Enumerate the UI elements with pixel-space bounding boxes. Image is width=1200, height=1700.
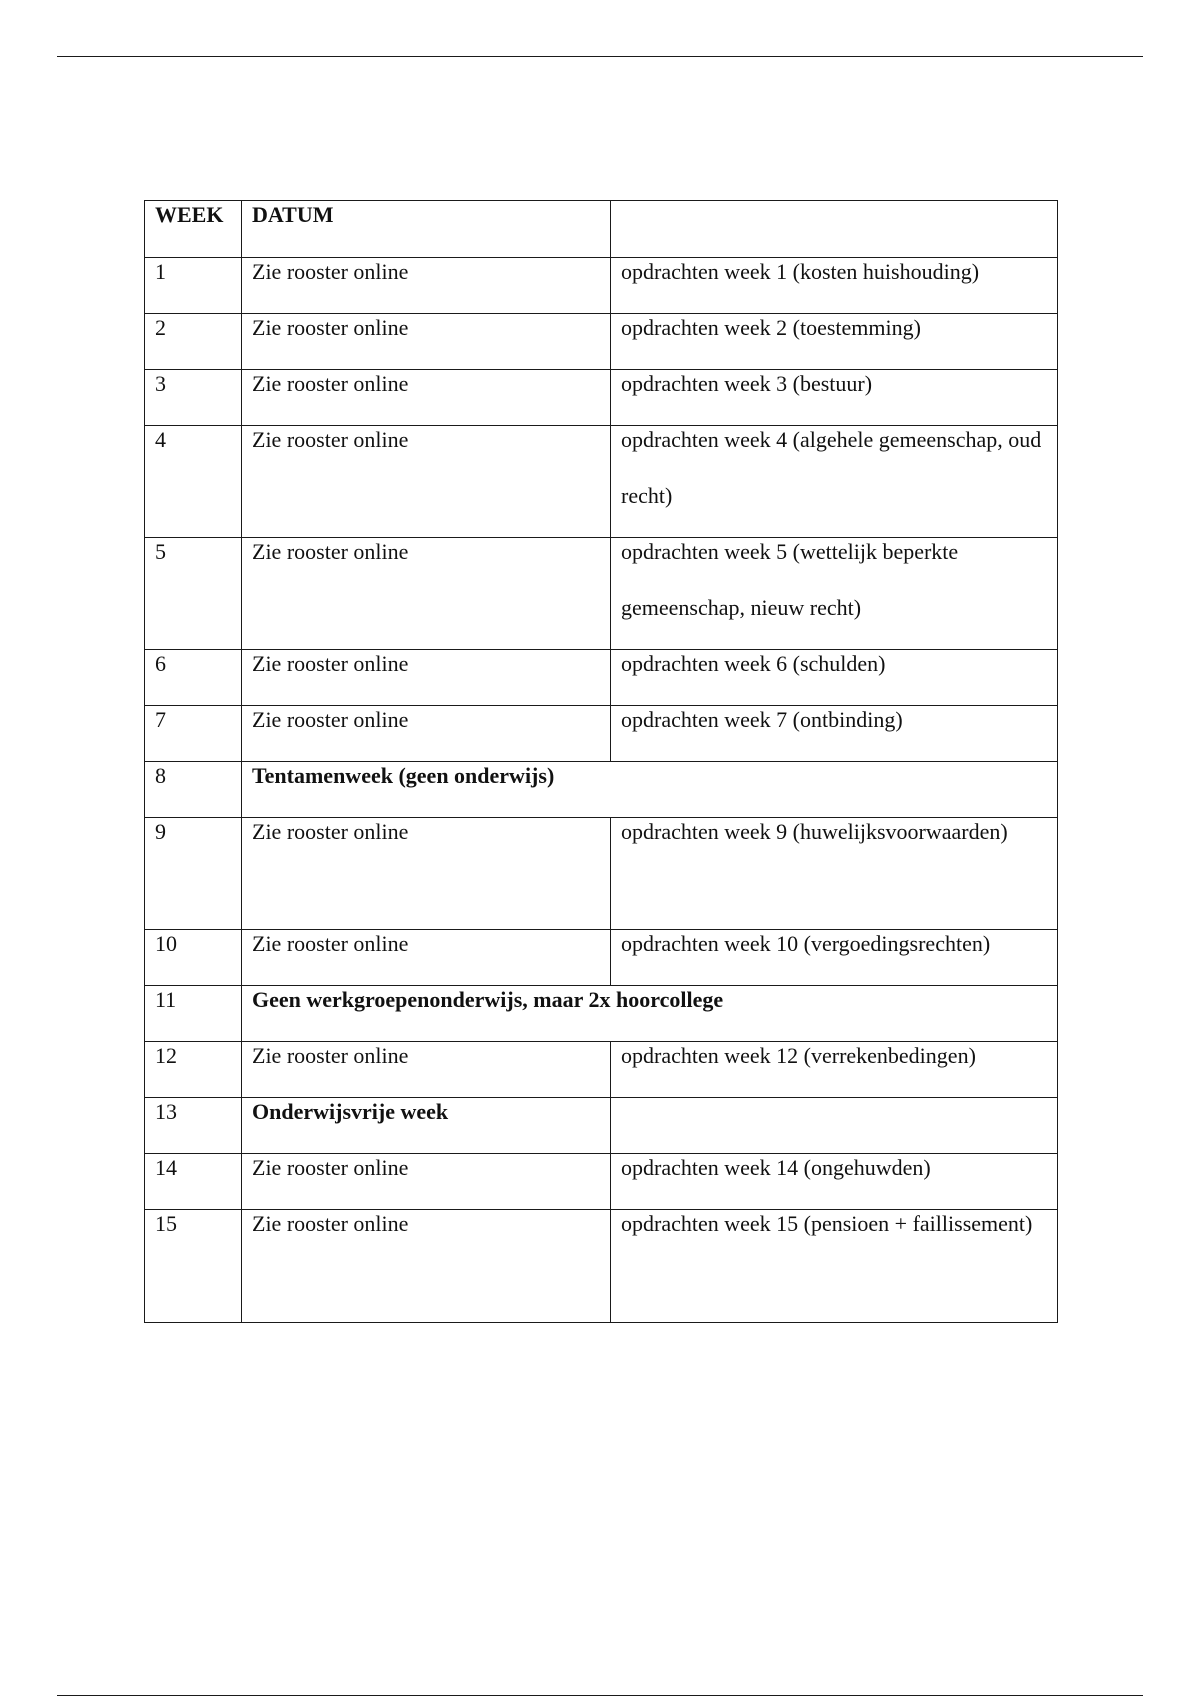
week-cell: 15 [145,1210,242,1323]
task-cell: opdrachten week 6 (schulden) [611,650,1058,706]
table-row [145,986,1058,1042]
task-cell: opdrachten week 9 (huwelijksvoorwaarden) [611,818,1058,930]
schedule-table [144,200,1058,1323]
header-task [611,201,1058,258]
week-cell: 2 [145,314,242,370]
task-cell: opdrachten week 1 (kosten huishouding) [611,258,1058,314]
task-cell: opdrachten week 14 (ongehuwden) [611,1154,1058,1210]
table-row [145,1042,1058,1098]
notice-cell: Onderwijsvrije week [242,1098,611,1154]
table-row [145,650,1058,706]
week-cell: 12 [145,1042,242,1098]
task-cell: opdrachten week 2 (toestemming) [611,314,1058,370]
notice-cell: Tentamenweek (geen onderwijs) [242,762,1058,818]
task-cell: opdrachten week 12 (verrekenbedingen) [611,1042,1058,1098]
table-row [145,258,1058,314]
week-cell: 5 [145,538,242,650]
week-cell: 11 [145,986,242,1042]
table-header-row [145,201,1058,258]
task-cell: opdrachten week 10 (vergoedingsrechten) [611,930,1058,986]
table-row [145,538,1058,650]
notice-cell: Geen werkgroepenonderwijs, maar 2x hoorcollege [242,986,1058,1042]
table-row [145,818,1058,930]
week-cell: 9 [145,818,242,930]
date-cell: Zie rooster online [242,1042,611,1098]
task-cell: opdrachten week 15 (pensioen + faillissement) [611,1210,1058,1323]
table-row [145,930,1058,986]
table-row [145,314,1058,370]
week-cell: 8 [145,762,242,818]
date-cell: Zie rooster online [242,1210,611,1323]
table-row [145,1098,1058,1154]
date-cell: Zie rooster online [242,314,611,370]
week-cell: 4 [145,426,242,538]
week-cell: 7 [145,706,242,762]
week-cell: 1 [145,258,242,314]
table-row [145,706,1058,762]
date-cell: Zie rooster online [242,538,611,650]
task-cell [611,1098,1058,1154]
date-cell: Zie rooster online [242,650,611,706]
week-cell: 14 [145,1154,242,1210]
date-cell: Zie rooster online [242,818,611,930]
task-cell: opdrachten week 5 (wettelijk beperkte gemeenschap, nieuw recht) [611,538,1058,650]
date-cell: Zie rooster online [242,930,611,986]
date-cell: Zie rooster online [242,706,611,762]
table-row [145,1210,1058,1323]
task-cell: opdrachten week 4 (algehele gemeenschap, oud recht) [611,426,1058,538]
date-cell: Zie rooster online [242,426,611,538]
header-week: WEEK [145,201,242,258]
task-cell: opdrachten week 3 (bestuur) [611,370,1058,426]
date-cell: Zie rooster online [242,370,611,426]
date-cell: Zie rooster online [242,1154,611,1210]
week-cell: 10 [145,930,242,986]
week-cell: 6 [145,650,242,706]
task-cell: opdrachten week 7 (ontbinding) [611,706,1058,762]
table-row [145,426,1058,538]
bottom-rule [57,1695,1143,1696]
top-rule [57,56,1143,57]
week-cell: 3 [145,370,242,426]
date-cell: Zie rooster online [242,258,611,314]
header-date: DATUM [242,201,611,258]
week-cell: 13 [145,1098,242,1154]
